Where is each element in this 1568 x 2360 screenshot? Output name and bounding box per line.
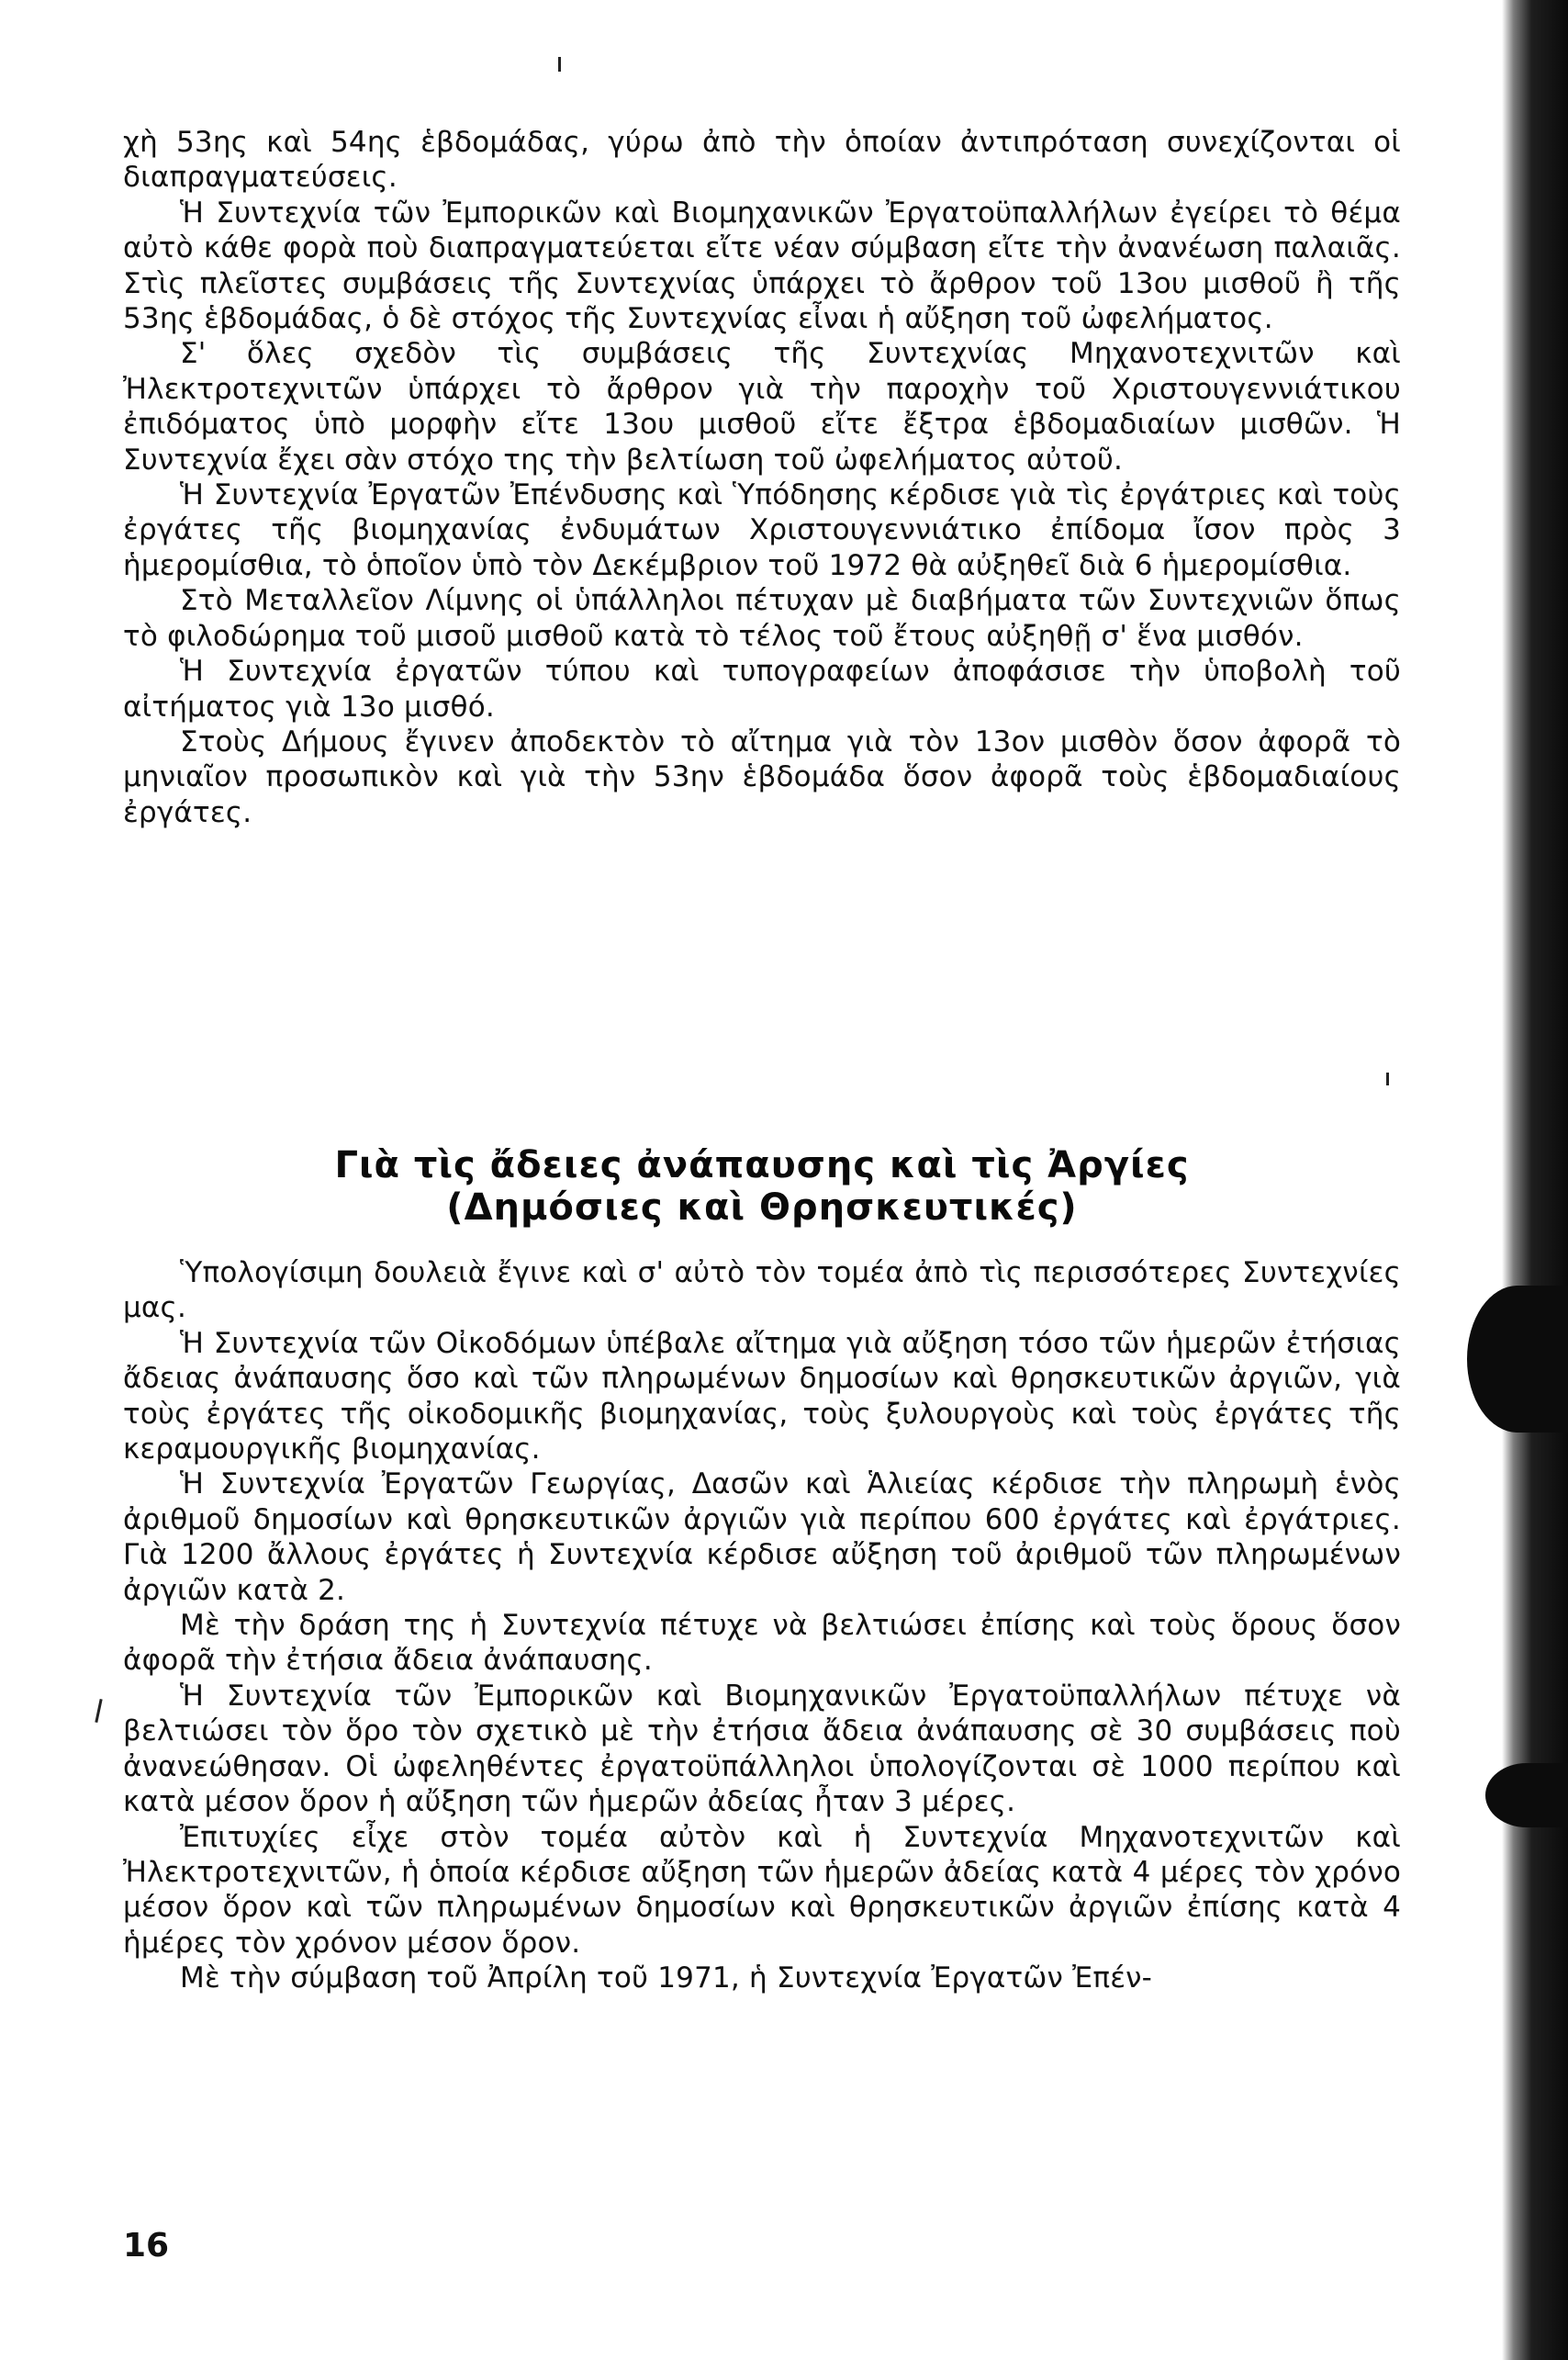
edge-shadow xyxy=(1467,1286,1568,1433)
paragraph: Μὲ τὴν δράση της ἡ Συντεχνία πέτυχε νὰ βελτιώσει ἐπίσης καὶ τοὺς ὅρους ὅσον ἀφορᾶ τὴν ἐτήσια ἄδεια ἀνάπαυσης. xyxy=(123,1609,1401,1678)
page-number: 16 xyxy=(123,2227,170,2264)
paragraph: Ἡ Συντεχνία Ἐργατῶν Γεωργίας, Δασῶν καὶ Ἁλιείας κέρδισε τὴν πληρωμὴ ἑνὸς ἀριθμοῦ δημοσίων καὶ θρησκευτικῶν ἀργιῶν γιὰ περίπου 600 ἐργάτες καὶ ἐργάτριες. Γιὰ 1200 ἄλλους ἐργάτες ἡ Συντεχνία κέρδισε αὔξηση τοῦ ἀριθμοῦ τῶν πληρωμένων ἀργιῶν κατὰ 2. xyxy=(123,1467,1401,1607)
bottom-text-block xyxy=(123,1255,1401,1996)
paragraph: Μὲ τὴν σύμβαση τοῦ Ἀπρίλη τοῦ 1971, ἡ Συντεχνία Ἐργατῶν Ἐπέν- xyxy=(180,1961,1153,1995)
heading-line: Γιὰ τὶς ἄδειες ἀνάπαυσης καὶ τὶς Ἀργίες xyxy=(334,1144,1190,1186)
edge-shadow xyxy=(1485,1763,1568,1827)
paragraph: Στοὺς Δήμους ἔγινεν ἀποδεκτὸν τὸ αἴτημα γιὰ τὸν 13ον μισθὸν ὅσον ἀφορᾶ τὸ μηνιαῖον προσωπικὸν καὶ γιὰ τὴν 53ην ἑβδομάδα ὅσον ἀφορᾶ τοὺς ἑβδομαδιαίους ἐργάτες. xyxy=(123,725,1401,829)
paragraph: Ἡ Συντεχνία Ἐργατῶν Ἐπένδυσης καὶ Ὑπόδησης κέρδισε γιὰ τὶς ἐργάτριες καὶ τοὺς ἐργάτες τῆς βιομηχανίας ἐνδυμάτων Χριστουγεννιάτικο ἐπίδομα ἴσον πρὸς 3 ἡμερομίσθια, τὸ ὁποῖον ὑπὸ τὸν Δεκέμβριον τοῦ 1972 θὰ αὐξηθεῖ διὰ 6 ἡμερομίσθια. xyxy=(123,478,1401,582)
torn-page-edge xyxy=(1502,0,1568,2360)
scan-mark xyxy=(1386,1073,1389,1085)
paragraph: Ὑπολογίσιμη δουλειὰ ἔγινε καὶ σ' αὐτὸ τὸν τομέα ἀπὸ τὶς περισσότερες Συντεχνίες μας. xyxy=(123,1256,1401,1325)
section-heading xyxy=(123,1144,1401,1229)
paragraph: Ἡ Συντεχνία ἐργατῶν τύπου καὶ τυπογραφείων ἀποφάσισε τὴν ὑποβολὴ τοῦ αἰτήματος γιὰ 13ο μισθό. xyxy=(123,655,1401,724)
paragraph: Ἡ Συντεχνία τῶν Ἐμπορικῶν καὶ Βιομηχανικῶν Ἐργατοϋπαλλήλων ἐγείρει τὸ θέμα αὐτὸ κάθε φορὰ ποὺ διαπραγματεύεται εἴτε νέαν σύμβαση εἴτε τὴν ἀνανέωση παλαιᾶς. Στὶς πλεῖστες συμβάσεις τῆς Συντεχνίας ὑπάρχει τὸ ἄρθρον τοῦ 13ου μισθοῦ ἢ τῆς 53ης ἑβδομάδας, ὁ δὲ στόχος τῆς Συντεχνίας εἶναι ἡ αὔξηση τοῦ ὠφελήματος. xyxy=(123,196,1401,336)
paragraph: χὴ 53ης καὶ 54ης ἑβδομάδας, γύρω ἀπὸ τὴν ὁποίαν ἀντιπρόταση συνεχίζονται οἱ διαπραγματεύσεις. xyxy=(123,126,1401,195)
paragraph: Ἐπιτυχίες εἶχε στὸν τομέα αὐτὸν καὶ ἡ Συντεχνία Μηχανοτεχνιτῶν καὶ Ἠλεκτροτεχνιτῶν, ἡ ὁποία κέρδισε αὔξηση τῶν ἡμερῶν ἀδείας κατὰ 4 μέρες τὸν χρόνο μέσον ὅρον καὶ τῶν πληρωμένων δημοσίων καὶ θρησκευτικῶν ἀργιῶν ἐπίσης κατὰ 4 ἡμέρες τὸν χρόνον μέσον ὅρον. xyxy=(123,1820,1401,1960)
scan-mark xyxy=(558,57,561,72)
heading-line: (Δημόσιες καὶ Θρησκευτικές) xyxy=(446,1186,1078,1229)
paragraph: Στὸ Μεταλλεῖον Λίμνης οἱ ὑπάλληλοι πέτυχαν μὲ διαβήματα τῶν Συντεχνιῶν ὅπως τὸ φιλοδώρημα τοῦ μισοῦ μισθοῦ κατὰ τὸ τέλος τοῦ ἔτους αὐξηθῇ σ' ἕνα μισθόν. xyxy=(123,584,1401,653)
top-text-block xyxy=(123,125,1401,830)
scan-mark xyxy=(95,1699,102,1723)
paragraph: Ἡ Συντεχνία τῶν Οἰκοδόμων ὑπέβαλε αἴτημα γιὰ αὔξηση τόσο τῶν ἡμερῶν ἐτήσιας ἄδειας ἀνάπαυσης ὅσο καὶ τῶν πληρωμένων δημοσίων καὶ θρησκευτικῶν ἀργιῶν, γιὰ τοὺς ἐργάτες τῆς οἰκοδομικῆς βιομηχανίας, τοὺς ξυλουργοὺς καὶ τοὺς ἐργάτες τῆς κεραμουργικῆς βιομηχανίας. xyxy=(123,1326,1401,1467)
paragraph: Ἡ Συντεχνία τῶν Ἐμπορικῶν καὶ Βιομηχανικῶν Ἐργατοϋπαλλήλων πέτυχε νὰ βελτιώσει τὸν ὅρο τὸν σχετικὸ μὲ τὴν ἐτήσια ἄδεια ἀνάπαυσης σὲ 30 συμβάσεις ποὺ ἀνανεώθησαν. Οἱ ὠφεληθέντες ἐργατοϋπάλληλοι ὑπολογίζονται σὲ 1000 περίπου καὶ κατὰ μέσον ὅρον ἡ αὔξηση τῶν ἡμερῶν ἀδείας ἦταν 3 μέρες. xyxy=(123,1679,1401,1819)
paragraph: Σ' ὅλες σχεδὸν τὶς συμβάσεις τῆς Συντεχνίας Μηχανοτεχνιτῶν καὶ Ἠλεκτροτεχνιτῶν ὑπάρχει τὸ ἄρθρον γιὰ τὴν παροχὴν τοῦ Χριστουγεννιάτικου ἐπιδόματος ὑπὸ μορφὴν εἴτε 13ου μισθοῦ εἴτε ἔξτρα ἑβδομαδιαίων μισθῶν. Ἡ Συντεχνία ἔχει σὰν στόχο της τὴν βελτίωση τοῦ ὠφελήματος αὐτοῦ. xyxy=(123,337,1401,477)
